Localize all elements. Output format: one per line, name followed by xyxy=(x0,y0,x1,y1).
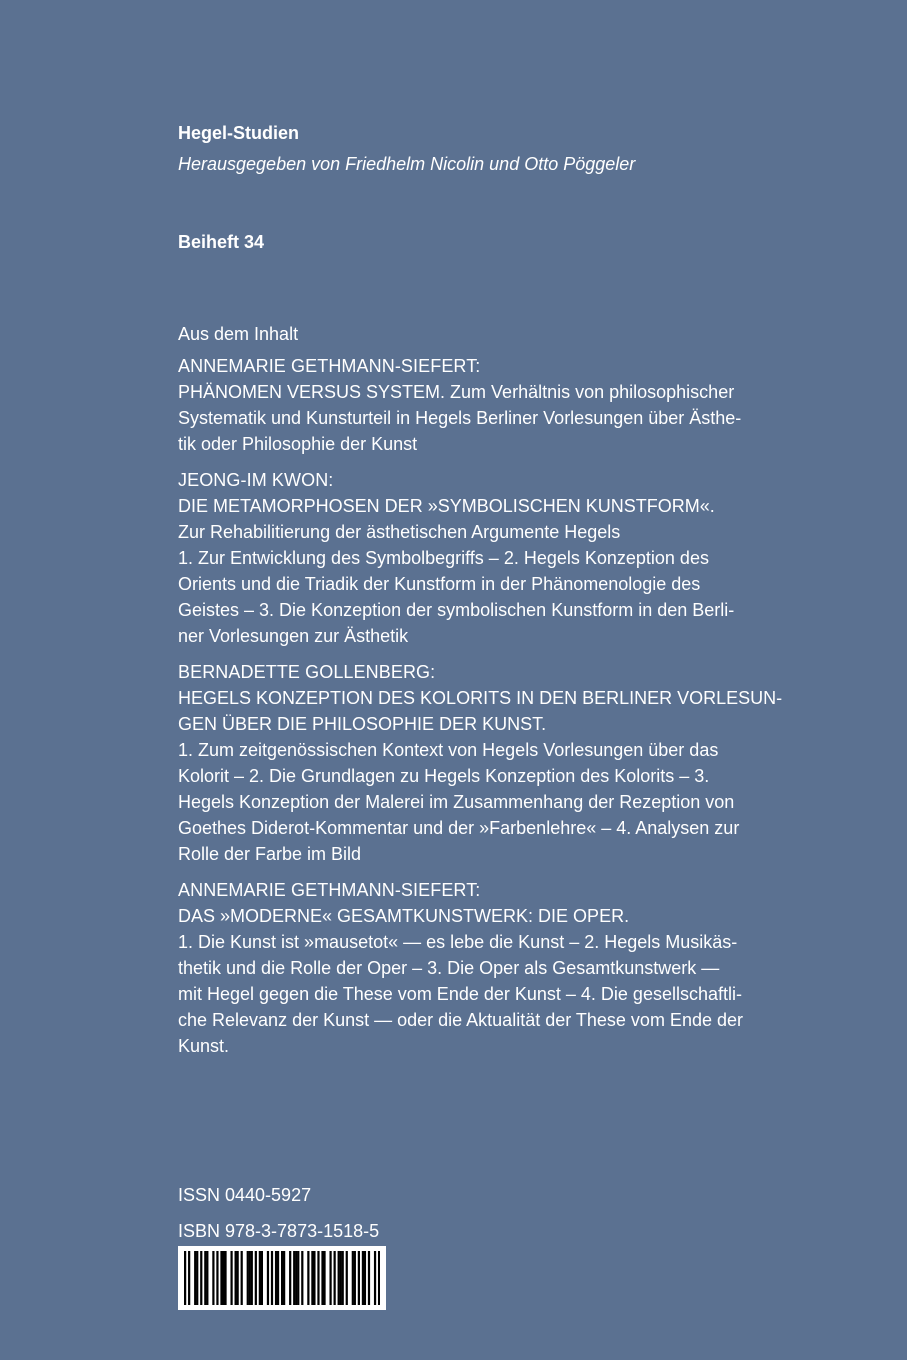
entry-line: GEN ÜBER DIE PHILOSOPHIE DER KUNST. xyxy=(178,714,547,734)
barcode-bar xyxy=(354,1251,356,1305)
entry-line: Hegels Konzeption der Malerei im Zusammenhang der Rezeption von xyxy=(178,792,735,812)
entry-line: ner Vorlesungen zur Ästhetik xyxy=(178,626,409,646)
barcode-bar xyxy=(251,1251,253,1305)
entry-line: 1. Zum zeitgenössischen Kontext von Hegels Vorlesungen über das xyxy=(178,740,719,760)
barcode-bar xyxy=(241,1251,243,1305)
barcode-bar xyxy=(329,1251,331,1305)
barcode-bar xyxy=(293,1251,295,1305)
barcode-bar xyxy=(295,1251,297,1305)
barcode-bar xyxy=(362,1251,364,1305)
barcode-bar xyxy=(364,1251,366,1305)
barcode-bar xyxy=(289,1251,291,1305)
volume-label: Beiheft 34 xyxy=(178,232,265,252)
isbn-number: ISBN 978-3-7873-1518-5 xyxy=(178,1221,380,1241)
barcode-bar xyxy=(338,1251,340,1305)
entry-line: tik oder Philosophie der Kunst xyxy=(178,434,418,454)
barcode-bar xyxy=(184,1251,186,1305)
entry-line: DAS »MODERNE« GESAMTKUNSTWERK: DIE OPER. xyxy=(178,906,630,926)
barcode-bar xyxy=(275,1251,277,1305)
barcode-bar xyxy=(267,1251,269,1305)
barcode-bar xyxy=(317,1251,319,1305)
entry-line: mit Hegel gegen die These vom Ende der Kunst – 4. Die gesellschaftli- xyxy=(178,984,742,1004)
barcode-bar xyxy=(277,1251,279,1305)
contents-entry-1 xyxy=(178,353,818,457)
barcode-bar xyxy=(340,1251,342,1305)
entry-line: Geistes – 3. Die Konzeption der symbolischen Kunstform in den Berli- xyxy=(178,600,735,620)
entry-line: DIE METAMORPHOSEN DER »SYMBOLISCHEN KUNSTFORM«. xyxy=(178,496,715,516)
barcode-bar xyxy=(323,1251,325,1305)
entry-line: HEGELS KONZEPTION DES KOLORITS IN DEN BERLINER VORLESUN- xyxy=(178,688,783,708)
contents-heading: Aus dem Inhalt xyxy=(178,324,299,344)
barcode-bar xyxy=(249,1251,251,1305)
entry-line: Orients und die Triadik der Kunstform in der Phänomenologie des xyxy=(178,574,701,594)
isbn-barcode xyxy=(178,1246,386,1310)
entry-author: ANNEMARIE GETHMANN-SIEFERT: xyxy=(178,880,481,900)
barcode-bar xyxy=(301,1251,303,1305)
barcode-bar xyxy=(259,1251,261,1305)
barcode-bar xyxy=(220,1251,222,1305)
barcode-bar xyxy=(222,1251,224,1305)
contents-entry-2 xyxy=(178,467,818,649)
barcode-bar xyxy=(334,1251,336,1305)
table-of-contents xyxy=(178,321,818,1069)
barcode-bar xyxy=(255,1251,257,1305)
contents-entry-3 xyxy=(178,659,818,867)
barcode-bar xyxy=(283,1251,285,1305)
entry-line: Systematik und Kunsturteil in Hegels Berliner Vorlesungen über Ästhe- xyxy=(178,408,742,428)
barcode-bar xyxy=(352,1251,354,1305)
barcode-bar xyxy=(321,1251,323,1305)
barcode-bar xyxy=(247,1251,249,1305)
identifiers xyxy=(178,1182,379,1244)
barcode-bar xyxy=(311,1251,313,1305)
entry-line: Kunst. xyxy=(178,1036,230,1056)
series-editors: Herausgegeben von Friedhelm Nicolin und Otto Pöggeler xyxy=(178,154,636,174)
barcode-bar xyxy=(307,1251,309,1305)
barcode-bar xyxy=(313,1251,315,1305)
entry-line: 1. Zur Entwicklung des Symbolbegriffs – 2. Hegels Konzeption des xyxy=(178,548,709,568)
barcode-bar xyxy=(368,1251,370,1305)
entry-line: che Relevanz der Kunst — oder die Aktualität der These vom Ende der xyxy=(178,1010,743,1030)
entry-author: ANNEMARIE GETHMANN-SIEFERT: xyxy=(178,356,481,376)
barcode-bar xyxy=(281,1251,283,1305)
barcode-bar xyxy=(188,1251,190,1305)
barcode-bar xyxy=(374,1251,376,1305)
entry-author: BERNADETTE GOLLENBERG: xyxy=(178,662,436,682)
barcode-bar xyxy=(297,1251,299,1305)
barcode-bar xyxy=(194,1251,196,1305)
barcode-bar xyxy=(230,1251,232,1305)
barcode-bar xyxy=(216,1251,218,1305)
entry-line: Rolle der Farbe im Bild xyxy=(178,844,362,864)
barcode-bar xyxy=(237,1251,239,1305)
barcode-bar xyxy=(204,1251,206,1305)
barcode-bar xyxy=(358,1251,360,1305)
contents-entry-4 xyxy=(178,877,818,1059)
barcode-bar xyxy=(206,1251,208,1305)
entry-line: thetik und die Rolle der Oper – 3. Die Oper als Gesamtkunstwerk — xyxy=(178,958,720,978)
issn-number: ISSN 0440-5927 xyxy=(178,1185,312,1205)
barcode-bar xyxy=(346,1251,348,1305)
barcode-bar xyxy=(196,1251,198,1305)
entry-author: JEONG-IM KWON: xyxy=(178,470,334,490)
barcode-bar xyxy=(271,1251,273,1305)
entry-line: Zur Rehabilitierung der ästhetischen Argumente Hegels xyxy=(178,522,621,542)
barcode-bar xyxy=(212,1251,214,1305)
entry-line: 1. Die Kunst ist »mausetot« — es lebe die Kunst – 2. Hegels Musikäs- xyxy=(178,932,738,952)
barcode-bar xyxy=(235,1251,237,1305)
entry-line: Kolorit – 2. Die Grundlagen zu Hegels Konzeption des Kolorits – 3. xyxy=(178,766,710,786)
barcode-bar xyxy=(200,1251,202,1305)
barcode-icon xyxy=(184,1251,380,1305)
barcode-bar xyxy=(261,1251,263,1305)
barcode-bar xyxy=(378,1251,380,1305)
entry-line: PHÄNOMEN VERSUS SYSTEM. Zum Verhältnis von philosophischer xyxy=(178,382,735,402)
barcode-bar xyxy=(342,1251,344,1305)
barcode-bar xyxy=(224,1251,226,1305)
series-title: Hegel-Studien xyxy=(178,123,300,143)
entry-line: Goethes Diderot-Kommentar und der »Farbenlehre« – 4. Analysen zur xyxy=(178,818,740,838)
